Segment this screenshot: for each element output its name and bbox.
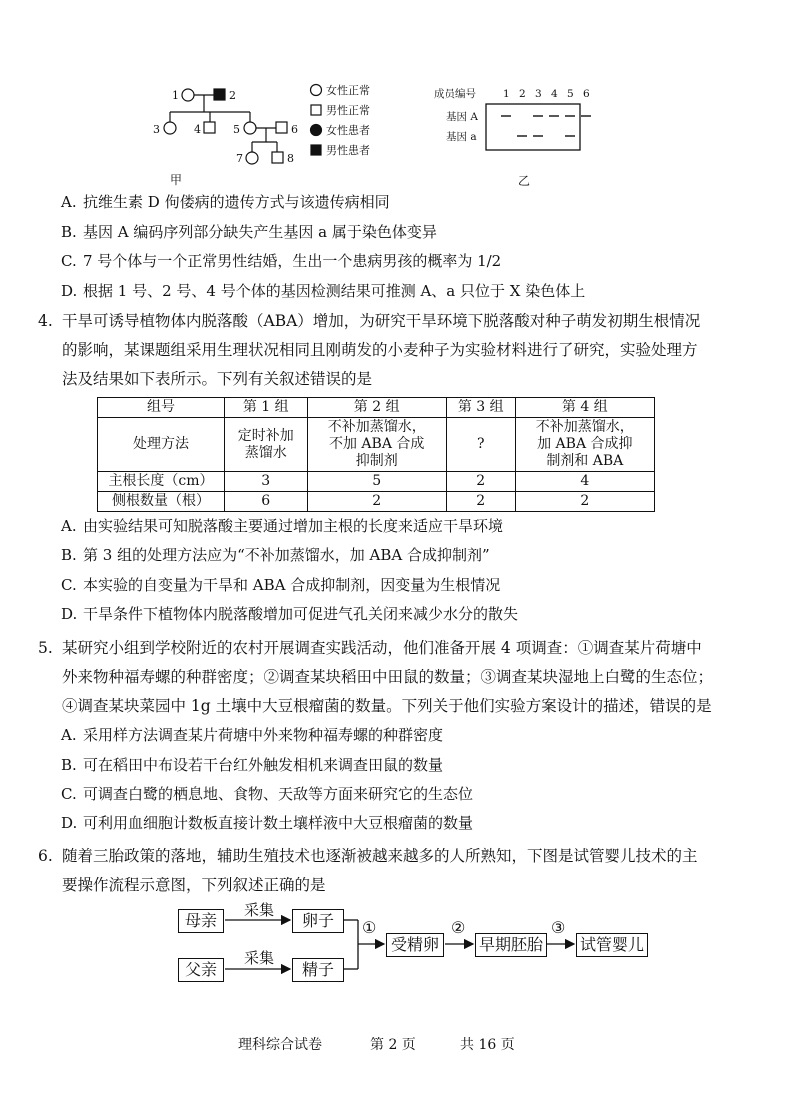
member-1-circle [182, 89, 194, 101]
table-cell: 6 [225, 492, 308, 512]
legend-square-filled-icon [311, 145, 321, 155]
member-5-circle [244, 122, 256, 134]
table-row-label: 主根长度（cm） [98, 472, 225, 492]
table-cell: ? [446, 418, 515, 472]
member-2-label: 2 [229, 89, 236, 102]
member-4-square [204, 122, 215, 133]
q5-stem-line: ④调查某块菜园中 1g 土壤中大豆根瘤菌的数量。下列关于他们实验方案设计的描述，错误的是 [62, 697, 712, 715]
q4-stem-line: 的影响，某课题组采用生理状况相同且刚萌发的小麦种子为实验材料进行了研究，实验处理方 [62, 341, 698, 359]
q4-stem-line: 干旱可诱导植物体内脱落酸（ABA）增加，为研究干旱环境下脱落酸对种子萌发初期生根情况 [62, 312, 701, 330]
q5-number: 5. [38, 639, 53, 657]
legend-circle-open-icon [311, 85, 322, 96]
egg-box: 卵子 [292, 909, 344, 933]
gel-col: 4 [551, 88, 558, 100]
step-3-marker: ③ [551, 918, 566, 937]
q3-option-c: C. 7 号个体与一个正常男性结婚，生出一个患病男孩的概率为 1/2 [61, 252, 502, 270]
q5-option-a: A. 采用样方法调查某片荷塘中外来物种福寿螺的种群密度 [61, 726, 444, 744]
q6-stem-line: 要操作流程示意图，下列叙述正确的是 [62, 876, 326, 894]
q5-stem-line: 外来物种福寿螺的种群密度；②调查某块稻田中田鼠的数量；③调查某块湿地上白鹭的生态位； [62, 668, 714, 686]
footer-subject: 理科综合试卷 [238, 1037, 322, 1053]
table-cell: 5 [307, 472, 446, 492]
member-6-square [276, 122, 287, 133]
step-2-marker: ② [451, 918, 466, 937]
q4-number: 4. [38, 312, 53, 330]
gel-col: 2 [519, 88, 526, 100]
q6-stem-line: 随着三胎政策的落地，辅助生殖技术也逐渐被越来越多的人所熟知，下图是试管婴儿技术的主 [62, 847, 698, 865]
q5-option-c: C. 可调查白鹭的栖息地、食物、天敌等方面来研究它的生态位 [61, 785, 474, 803]
member-3-label: 3 [153, 123, 160, 136]
table-row-label: 处理方法 [98, 418, 225, 472]
table-cell: 定时补加 蒸馏水 [225, 418, 308, 472]
gel-row-label: 基因 a [446, 131, 477, 143]
table-cell: 4 [515, 472, 654, 492]
member-3-circle [164, 122, 176, 134]
q4-option-c: C. 本实验的自变量为干旱和 ABA 合成抑制剂，因变量为生根情况 [61, 576, 501, 594]
step-1-marker: ① [362, 918, 377, 937]
table-cell: 2 [446, 472, 515, 492]
q5-option-b: B. 可在稻田中布设若干台红外触发相机来调查田鼠的数量 [61, 756, 444, 774]
table-cell: 3 [225, 472, 308, 492]
table-header-cell: 第 2 组 [307, 398, 446, 418]
mother-box: 母亲 [178, 909, 224, 933]
q5-stem-line: 某研究小组到学校附近的农村开展调查实践活动，他们准备开展 4 项调查：①调查某片荷塘中 [62, 639, 702, 657]
q4-option-b: B. 第 3 组的处理方法应为“不补加蒸馏水，加 ABA 合成抑制剂” [61, 546, 490, 564]
sperm-box: 精子 [292, 958, 344, 982]
collect-label: 采集 [244, 901, 275, 919]
table-cell: 2 [446, 492, 515, 512]
table-cell: 2 [515, 492, 654, 512]
gel-header: 成员编号 [434, 88, 476, 100]
pedigree-figure [140, 78, 420, 190]
gel-col: 6 [583, 88, 590, 100]
table-cell: 不补加蒸馏水， 不加 ABA 合成 抑制剂 [307, 418, 446, 472]
member-1-label: 1 [172, 89, 179, 102]
table-header-cell: 组号 [98, 398, 225, 418]
q4-stem-line: 法及结果如下表所示。下列有关叙述错误的是 [62, 370, 373, 388]
member-4-label: 4 [194, 123, 201, 136]
legend-circle-filled-icon [311, 125, 322, 136]
gel-col: 5 [567, 88, 574, 100]
q5-option-d: D. 可利用血细胞计数板直接计数土壤样液中大豆根瘤菌的数量 [61, 814, 474, 832]
member-8-label: 8 [287, 152, 294, 165]
legend-text: 女性正常 [326, 84, 370, 97]
early-embryo-box: 早期胚胎 [475, 933, 547, 957]
father-box: 父亲 [178, 958, 224, 982]
q4-option-a: A. 由实验结果可知脱落酸主要通过增加主根的长度来适应干旱环境 [61, 517, 504, 535]
q6-number: 6. [38, 847, 53, 865]
gel-col: 1 [503, 88, 510, 100]
footer-page: 第 2 页 [370, 1037, 416, 1053]
table-header-cell: 第 3 组 [446, 398, 515, 418]
q3-option-b: B. 基因 A 编码序列部分缺失产生基因 a 属于染色体变异 [61, 223, 437, 241]
gel-frame [486, 104, 580, 150]
gel-col: 3 [535, 88, 542, 100]
q3-option-d: D. 根据 1 号、2 号、4 号个体的基因检测结果可推测 A、a 只位于 X 染色体上 [61, 282, 586, 300]
footer-total: 共 16 页 [460, 1037, 515, 1053]
experiment-table [97, 397, 655, 512]
table-header-cell: 第 1 组 [225, 398, 308, 418]
table-header-cell: 第 4 组 [515, 398, 654, 418]
legend-square-open-icon [311, 105, 321, 115]
legend-text: 男性患者 [326, 144, 370, 157]
gel-figure [430, 80, 600, 188]
member-2-square [214, 89, 225, 100]
gel-row-label: 基因 A [446, 111, 478, 123]
collect-label: 采集 [244, 949, 275, 967]
fertilized-egg-box: 受精卵 [386, 933, 444, 957]
legend-text: 女性患者 [326, 124, 370, 137]
q3-option-a: A. 抗维生素 D 佝偻病的遗传方式与该遗传病相同 [61, 193, 390, 211]
test-tube-baby-box: 试管婴儿 [576, 933, 648, 957]
table-cell: 2 [307, 492, 446, 512]
table-row-label: 侧根数量（根） [98, 492, 225, 512]
member-6-label: 6 [291, 123, 298, 136]
member-7-label: 7 [236, 152, 243, 165]
member-5-label: 5 [233, 123, 240, 136]
figure-label-jia: 甲 [170, 173, 183, 187]
figure-label-yi: 乙 [518, 174, 531, 188]
member-8-square [272, 152, 283, 163]
table-cell: 不补加蒸馏水， 加 ABA 合成抑 制剂和 ABA [515, 418, 654, 472]
member-7-circle [246, 152, 258, 164]
q4-option-d: D. 干旱条件下植物体内脱落酸增加可促进气孔关闭来减少水分的散失 [61, 605, 519, 623]
legend-text: 男性正常 [326, 104, 370, 117]
